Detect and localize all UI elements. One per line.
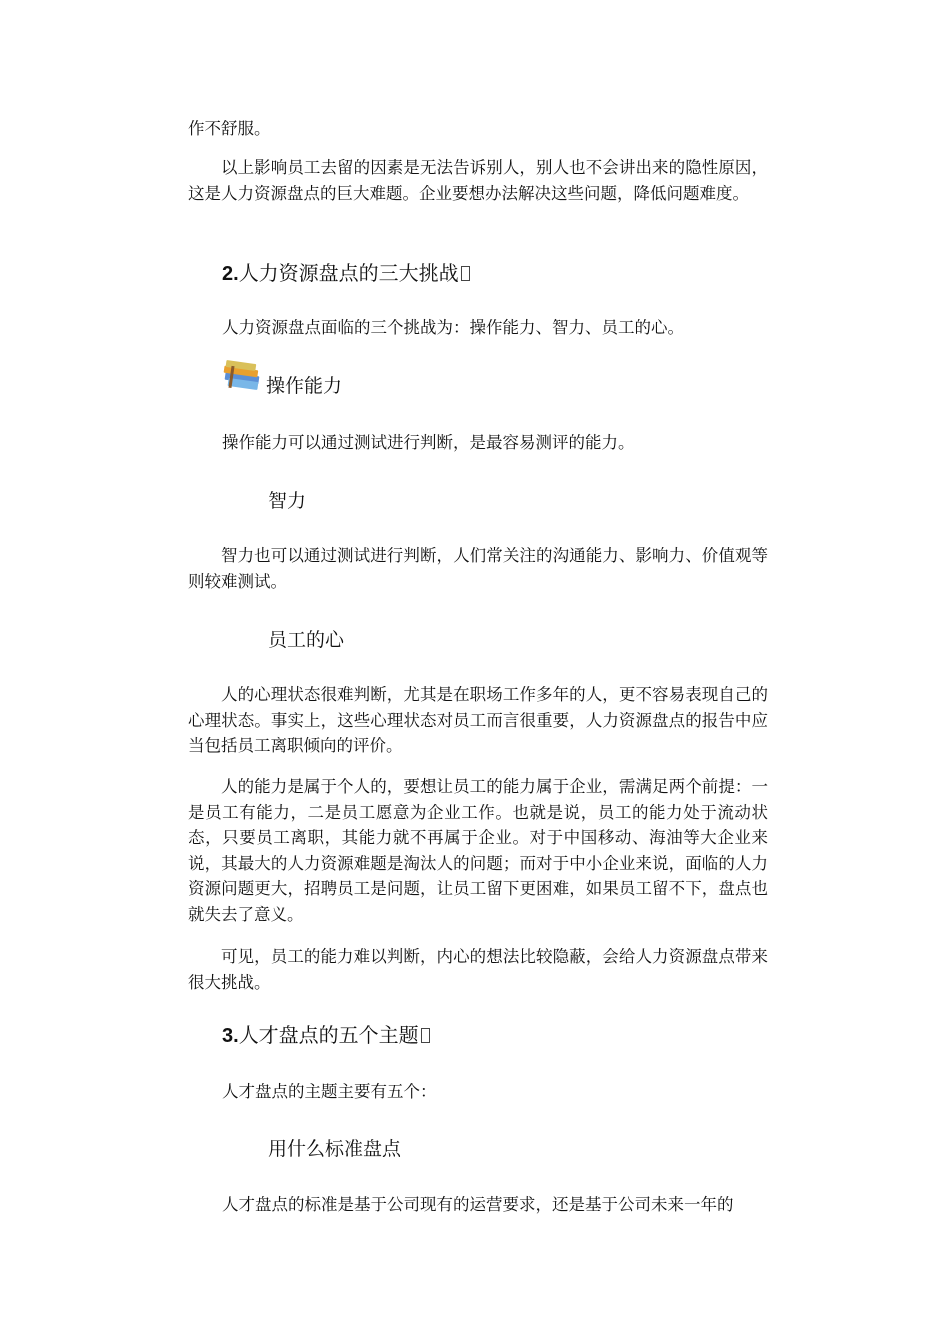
section-heading-3 [222, 1025, 430, 1046]
books-stack-icon [222, 360, 264, 394]
paragraph-continuation: 作不舒服。 [188, 119, 271, 138]
section-title: 人力资源盘点的三大挑战 [238, 261, 459, 285]
section-number: 2. [222, 263, 239, 285]
paragraph-conclusion: 可见，员工的能力难以判断，内心的想法比较隐蔽，会给人力资源盘点带来很大挑战。 [188, 947, 768, 992]
subheading-standard: 用什么标准盘点 [268, 1138, 402, 1160]
paragraph-intelligence: 智力也可以通过测试进行判断，人们常关注的沟通能力、影响力、价值观等则较难测试。 [188, 546, 768, 591]
paragraph-operational-ability: 操作能力可以通过测试进行判断，是最容易测评的能力。 [222, 433, 635, 452]
subheading-employee-heart: 员工的心 [268, 629, 345, 651]
section-number: 3. [222, 1025, 239, 1047]
paragraph-mental-state: 人的心理状态很难判断，尤其是在职场工作多年的人，更不容易表现自己的心理状态。事实上，这些心理状态对员工而言很重要，人力资源盘点的报告中应当包括员工离职倾向的评价。 [188, 685, 768, 755]
missing-glyph-box [421, 1028, 430, 1043]
paragraph-retention-factors: 以上影响员工去留的因素是无法告诉别人，别人也不会讲出来的隐性原因，这是人力资源盘点的巨大难题。企业要想办法解决这些问题，降低问题难度。 [188, 158, 768, 203]
section-heading-2 [222, 263, 470, 284]
paragraph-three-challenges: 人力资源盘点面临的三个挑战为：操作能力、智力、员工的心。 [222, 318, 684, 337]
missing-glyph-box [461, 266, 470, 281]
paragraph-five-themes: 人才盘点的主题主要有五个： [222, 1082, 437, 1101]
subheading-intelligence: 智力 [268, 490, 307, 512]
section-title: 人才盘点的五个主题 [238, 1023, 419, 1047]
paragraph-standard: 人才盘点的标准是基于公司现有的运营要求，还是基于公司未来一年的 [222, 1195, 734, 1214]
paragraph-ability-ownership: 人的能力是属于个人的，要想让员工的能力属于企业，需满足两个前提：一是员工有能力，二是员工愿意为企业工作。也就是说，员工的能力处于流动状态，只要员工离职，其能力就不再属于企业。对于中国移动、海油等大企业来说，其最大的人力资源难题是淘汰人的问题；而对于中小企业来说，面临的人力资源问题更大，招聘员工是问题，让员工留下更困难，如果员工留不下，盘点也就失去了意义。 [188, 777, 768, 924]
subheading-operational-ability: 操作能力 [266, 375, 343, 397]
